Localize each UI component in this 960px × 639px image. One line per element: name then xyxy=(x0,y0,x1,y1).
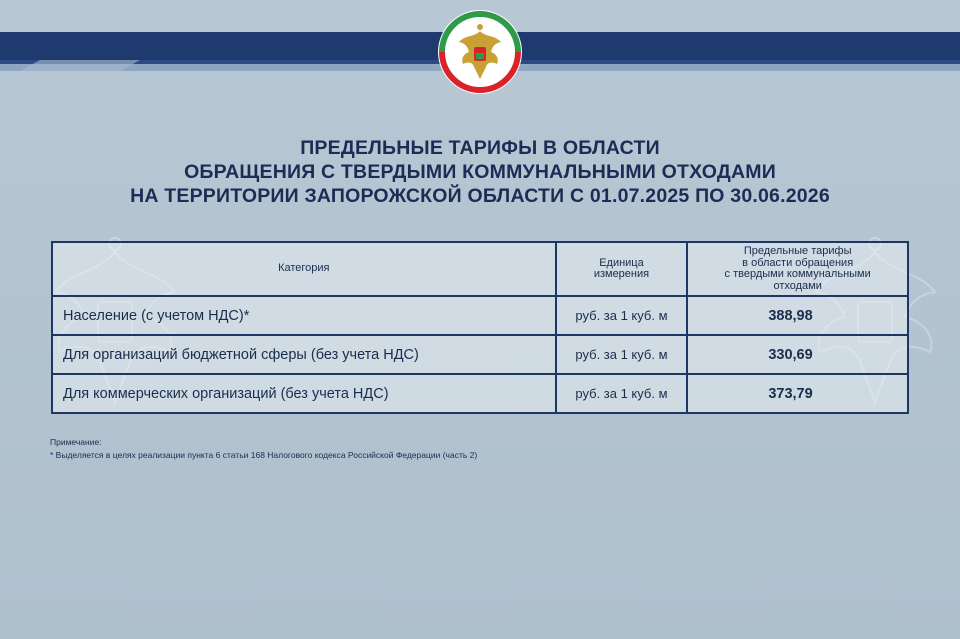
title-line-1: ПРЕДЕЛЬНЫЕ ТАРИФЫ В ОБЛАСТИ xyxy=(300,137,660,159)
row-unit: руб. за 1 куб. м xyxy=(556,335,688,374)
table-row xyxy=(52,296,908,335)
header-tariff-line: Предельные тарифы xyxy=(743,245,852,257)
coat-of-arms-emblem-icon xyxy=(437,9,523,95)
table-row xyxy=(52,335,908,374)
title-line-3: НА ТЕРРИТОРИИ ЗАПОРОЖСКОЙ ОБЛАСТИ С 01.07.2025 ПО 30.06.2026 xyxy=(130,185,830,207)
row-category: Для коммерческих организаций (без учета НДС) xyxy=(52,374,556,413)
header-unit xyxy=(556,242,688,296)
row-unit: руб. за 1 куб. м xyxy=(556,374,688,413)
title-line-2: ОБРАЩЕНИЯ С ТВЕРДЫМИ КОММУНАЛЬНЫМИ ОТХОДАМИ xyxy=(184,161,776,183)
header-category: Категория xyxy=(52,242,556,296)
row-category: Население (с учетом НДС)* xyxy=(52,296,556,335)
row-unit: руб. за 1 куб. м xyxy=(556,296,688,335)
row-category: Для организаций бюджетной сферы (без учета НДС) xyxy=(52,335,556,374)
tariff-table xyxy=(51,241,909,414)
header-tariff-line: с твердыми коммунальными xyxy=(724,268,871,280)
footnote xyxy=(50,436,477,462)
row-value: 388,98 xyxy=(687,296,908,335)
footnote-text: * Выделяется в целях реализации пункта 6 статьи 168 Налогового кодекса Российской Федерации (часть 2) xyxy=(50,450,478,460)
header-tariff xyxy=(687,242,908,296)
table-header-row xyxy=(52,242,908,296)
row-value: 330,69 xyxy=(687,335,908,374)
footnote-label: Примечание: xyxy=(50,437,102,447)
table-row xyxy=(52,374,908,413)
row-value: 373,79 xyxy=(687,374,908,413)
page-title xyxy=(0,136,960,208)
header-unit-line: измерения xyxy=(593,268,650,280)
header-unit-line: Единица xyxy=(599,256,644,269)
header-tariff-line: отходами xyxy=(773,279,822,292)
header-tariff-line: в области обращения xyxy=(742,256,854,269)
